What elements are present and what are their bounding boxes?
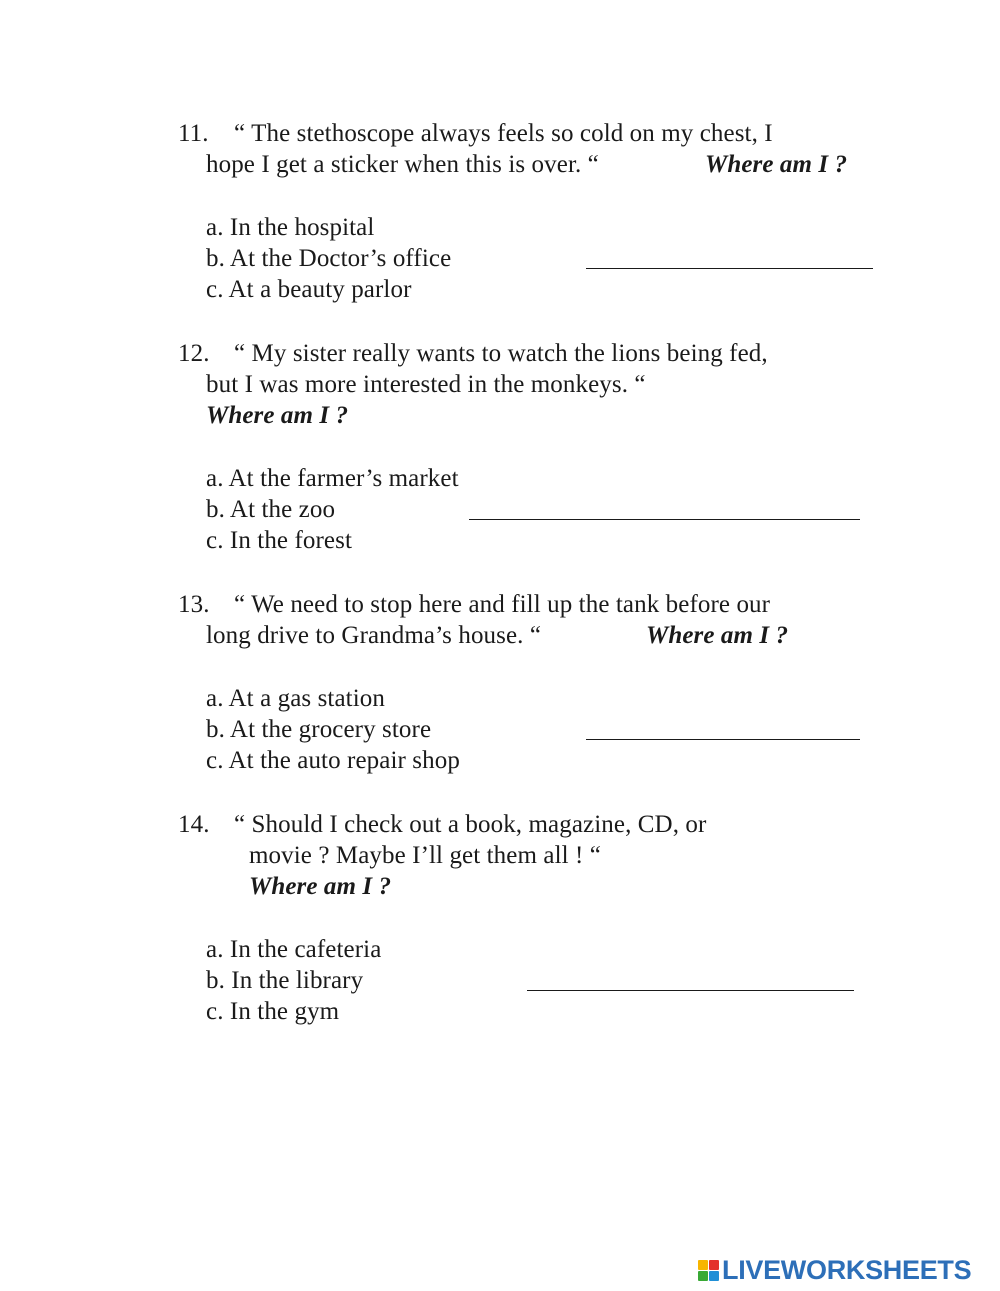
- question-quote-line-2: movie ? Maybe I’ll get them all ! “: [249, 842, 601, 869]
- question-quote-line-1: “ My sister really wants to watch the lions being fed,: [234, 340, 768, 367]
- option-c: c. At a beauty parlor: [206, 276, 412, 303]
- question-quote-line-1: “ Should I check out a book, magazine, CD, or: [234, 811, 707, 838]
- option-b: b. At the zoo: [206, 496, 336, 523]
- where-am-i-prompt: Where am I ?: [705, 151, 848, 178]
- liveworksheets-footer[interactable]: [698, 1254, 971, 1286]
- where-am-i-prompt: Where am I ?: [249, 873, 392, 900]
- question-quote-line-2: but I was more interested in the monkeys. “: [206, 371, 646, 398]
- option-b: b. At the grocery store: [206, 716, 432, 743]
- question-quote-line-1: “ The stethoscope always feels so cold on my chest, I: [234, 120, 773, 147]
- brand-name: LIVEWORKSHEETS: [722, 1254, 972, 1285]
- liveworksheets-logo-icon: [698, 1260, 719, 1281]
- option-b: b. At the Doctor’s office: [206, 245, 452, 272]
- question-quote-line-2: hope I get a sticker when this is over. “: [206, 151, 599, 178]
- option-a: a. In the hospital: [206, 214, 375, 241]
- answer-blank[interactable]: [586, 739, 860, 740]
- question-number: 14.: [178, 811, 210, 838]
- option-c: c. In the forest: [206, 527, 352, 554]
- question-number: 12.: [178, 340, 210, 367]
- option-a: a. In the cafeteria: [206, 936, 382, 963]
- option-c: c. In the gym: [206, 998, 340, 1025]
- answer-blank[interactable]: [527, 990, 854, 991]
- option-c: c. At the auto repair shop: [206, 747, 460, 774]
- option-b: b. In the library: [206, 967, 364, 994]
- option-a: a. At the farmer’s market: [206, 465, 459, 492]
- answer-blank[interactable]: [586, 268, 873, 269]
- where-am-i-prompt: Where am I ?: [646, 622, 789, 649]
- question-number: 11.: [178, 120, 209, 147]
- option-a: a. At a gas station: [206, 685, 385, 712]
- answer-blank[interactable]: [469, 519, 860, 520]
- question-number: 13.: [178, 591, 210, 618]
- question-quote-line-1: “ We need to stop here and fill up the tank before our: [234, 591, 771, 618]
- question-quote-line-2: long drive to Grandma’s house. “: [206, 622, 542, 649]
- where-am-i-prompt: Where am I ?: [206, 402, 349, 429]
